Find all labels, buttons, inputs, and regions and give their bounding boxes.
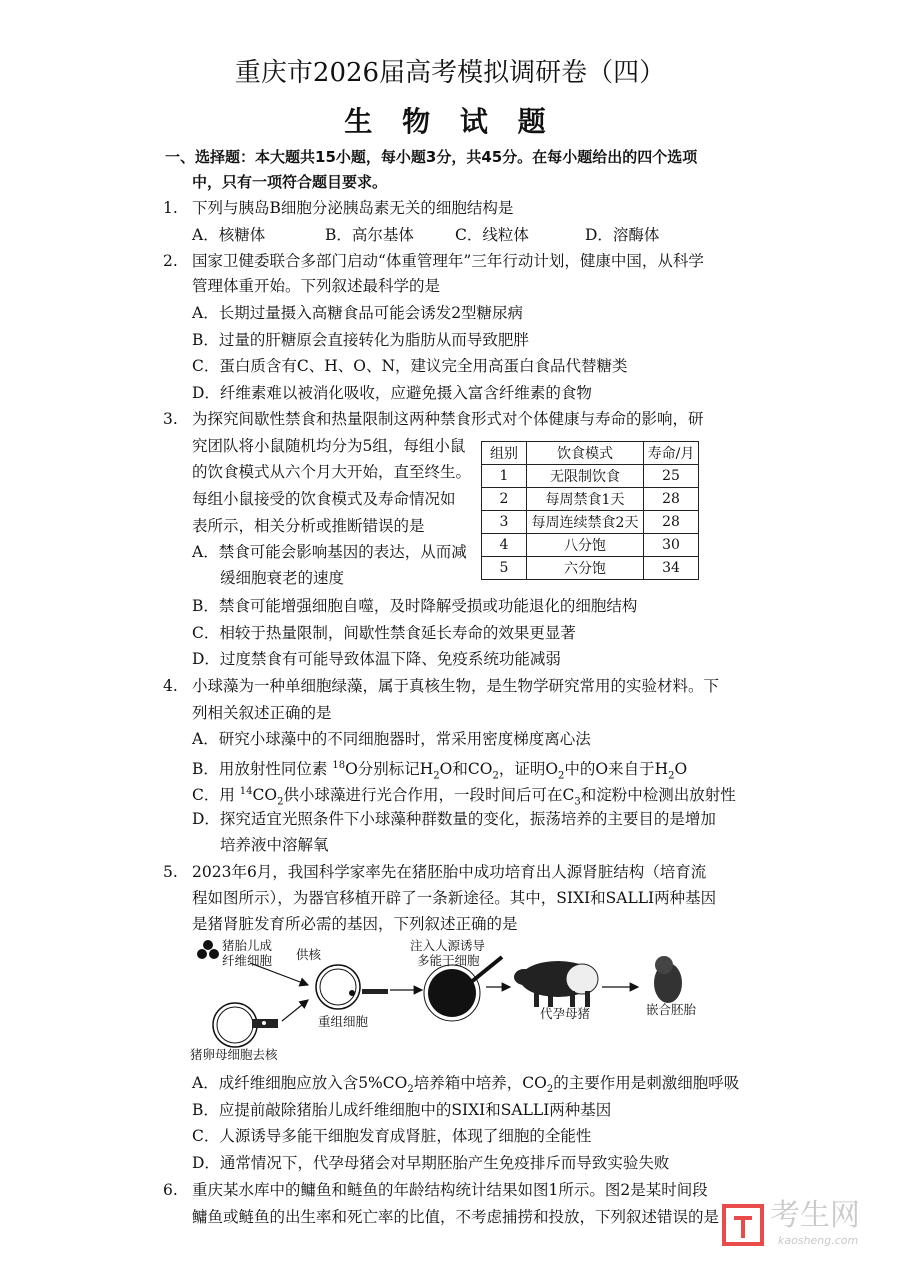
q1-number: 1. bbox=[163, 199, 178, 217]
table-cell: 1 bbox=[482, 465, 527, 488]
q4-stem-line1: 小球藻为一种单细胞绿藻，属于真核生物，是生物学研究常用的实验材料。下 bbox=[192, 677, 720, 695]
q4-option-b: B．用放射性同位素 $^{18}$O分别标记$H_2O$和$CO_2$，证明$O_2$中的O来自于$H_2O$ bbox=[192, 760, 688, 782]
diet-lifespan-table bbox=[481, 441, 699, 580]
q4-stem-line2: 列相关叙述正确的是 bbox=[192, 704, 332, 722]
section-header-line2: 中，只有一项符合题目要求。 bbox=[192, 173, 388, 191]
table-cell: 28 bbox=[644, 511, 699, 534]
q1-option-d: D．溶酶体 bbox=[585, 226, 660, 244]
label-surrogate-pig: 代孕母猪 bbox=[540, 1006, 591, 1021]
q3-option-b: B．禁食可能增强细胞自噬，及时降解受损或功能退化的细胞结构 bbox=[192, 597, 638, 615]
table-cell: 六分饱 bbox=[527, 557, 644, 580]
chimeric-embryo-icon bbox=[654, 956, 682, 1003]
q6-stem-line1: 重庆某水库中的鳙鱼和鲢鱼的年龄结构统计结果如图1所示。图2是某时间段 bbox=[192, 1181, 708, 1199]
table-cell: 每周连续禁食2天 bbox=[527, 511, 644, 534]
q3-stem-line5: 表所示，相关分析或推断错误的是 bbox=[192, 517, 425, 535]
q2-stem-line1: 国家卫健委联合多部门启动“体重管理年”三年行动计划，健康中国，从科学 bbox=[192, 252, 704, 270]
watermark-site: kaosheng.com bbox=[778, 1234, 859, 1247]
q5-option-c: C．人源诱导多能干细胞发育成肾脏，体现了细胞的全能性 bbox=[192, 1127, 592, 1145]
q6-number: 6. bbox=[163, 1181, 178, 1199]
watermark bbox=[720, 1196, 890, 1256]
table-cell: 2 bbox=[482, 488, 527, 511]
table-cell: 34 bbox=[644, 557, 699, 580]
label-chimeric-embryo: 嵌合胚胎 bbox=[646, 1002, 697, 1017]
table-row bbox=[482, 557, 699, 580]
label-recombined-cell: 重组细胞 bbox=[318, 1014, 369, 1029]
q3-option-d: D．过度禁食有可能导致体温下降、免疫系统功能减弱 bbox=[192, 650, 561, 668]
q4-option-c: C．用 $^{14}CO_2$供小球藻进行光合作用，一段时间后可在$C_3$和淀粉中检测出放射性 bbox=[192, 786, 736, 808]
q5-number: 5. bbox=[163, 863, 178, 881]
q1-stem: 下列与胰岛B细胞分泌胰岛素无关的细胞结构是 bbox=[192, 199, 514, 217]
table-header-cell: 饮食模式 bbox=[527, 442, 644, 465]
fibroblast-cells-icon bbox=[197, 940, 219, 959]
table-row bbox=[482, 488, 699, 511]
q4-option-d-line2: 培养液中溶解氧 bbox=[220, 836, 329, 854]
table-cell: 4 bbox=[482, 534, 527, 557]
label-inject-line2: 多能干细胞 bbox=[417, 953, 480, 968]
q1-option-c: C．线粒体 bbox=[455, 226, 529, 244]
q4-option-d-line1: D．探究适宜光照条件下小球藻种群数量的变化，振荡培养的主要目的是增加 bbox=[192, 810, 716, 828]
q5-stem-line3: 是猪肾脏发育所必需的基因，下列叙述正确的是 bbox=[192, 915, 518, 933]
q3-option-a-line2: 缓细胞衰老的速度 bbox=[220, 569, 345, 587]
label-fibroblast-line2: 纤维细胞 bbox=[222, 953, 273, 968]
table-cell: 无限制饮食 bbox=[527, 465, 644, 488]
q3-number: 3. bbox=[163, 410, 178, 428]
watermark-brand: 考生网 bbox=[770, 1198, 860, 1233]
label-fibroblast-line1: 猪胎儿成 bbox=[222, 938, 273, 953]
q2-option-b: B．过量的肝糖原会直接转化为脂肪从而导致肥胖 bbox=[192, 331, 529, 349]
surrogate-pig-icon bbox=[514, 961, 598, 1007]
exam-title: 重庆市2026届高考模拟调研卷（四） bbox=[234, 58, 666, 88]
q1-option-b: B．高尔基体 bbox=[325, 226, 414, 244]
table-header-row bbox=[482, 442, 699, 465]
q2-number: 2. bbox=[163, 252, 178, 270]
table-cell: 八分饱 bbox=[527, 534, 644, 557]
label-oocyte: 猪卵母细胞去核 bbox=[190, 1047, 278, 1062]
q1-option-a: A．核糖体 bbox=[192, 226, 266, 244]
table-row bbox=[482, 465, 699, 488]
enucleated-oocyte-icon bbox=[213, 1003, 278, 1047]
table-cell: 每周禁食1天 bbox=[527, 488, 644, 511]
q4-number: 4. bbox=[163, 677, 178, 695]
section-header-line1: 一、选择题：本大题共15小题，每小题3分，共45分。在每小题给出的四个选项 bbox=[165, 148, 698, 166]
q2-option-c: C．蛋白质含有C、H、O、N，建议完全用高蛋白食品代替糖类 bbox=[192, 357, 628, 375]
table-header-cell: 寿命/月 bbox=[644, 442, 699, 465]
table-cell: 28 bbox=[644, 488, 699, 511]
q5-option-b: B．应提前敲除猪胎儿成纤维细胞中的SIXI和SALLI两种基因 bbox=[192, 1101, 612, 1119]
q3-stem-line2: 究团队将小鼠随机均分为5组，每组小鼠 bbox=[192, 437, 466, 455]
label-inject-line1: 注入人源诱导 bbox=[410, 938, 486, 953]
q2-option-a: A．长期过量摄入高糖食品可能会诱发2型糖尿病 bbox=[192, 304, 524, 322]
q3-option-a-line1: A．禁食可能会影响基因的表达，从而减 bbox=[192, 543, 467, 561]
table-row bbox=[482, 534, 699, 557]
q3-stem-line1: 为探究间歇性禁食和热量限制这两种禁食形式对个体健康与寿命的影响，研 bbox=[192, 410, 704, 428]
q5-option-d: D．通常情况下，代孕母猪会对早期胚胎产生免疫排斥而导致实验失败 bbox=[192, 1154, 670, 1172]
q3-stem-line3: 的饮食模式从六个月大开始，直至终生。 bbox=[192, 463, 472, 481]
q3-stem-line4: 每组小鼠接受的饮食模式及寿命情况如 bbox=[192, 490, 456, 508]
table-cell: 3 bbox=[482, 511, 527, 534]
q2-option-d: D．纤维素难以被消化吸收，应避免摄入富含纤维素的食物 bbox=[192, 384, 592, 402]
label-donor-nucleus: 供核 bbox=[296, 947, 322, 962]
q6-stem-line2: 鳙鱼或鲢鱼的出生率和死亡率的比值，不考虑捕捞和投放，下列叙述错误的是 bbox=[192, 1208, 720, 1226]
q5-stem-line2: 程如图所示），为器官移植开辟了一条新途径。其中，SIXI和SALLI两种基因 bbox=[192, 889, 717, 907]
watermark-logo-icon bbox=[720, 1202, 766, 1248]
recombined-cell-icon bbox=[316, 965, 388, 1009]
table-row bbox=[482, 511, 699, 534]
table-cell: 30 bbox=[644, 534, 699, 557]
q3-option-c: C．相较于热量限制，间歇性禁食延长寿命的效果更显著 bbox=[192, 624, 576, 642]
q4-option-a: A．研究小球藻中的不同细胞器时，常采用密度梯度离心法 bbox=[192, 730, 591, 748]
q5-stem-line1: 2023年6月，我国科学家率先在猪胚胎中成功培育出人源肾脏结构（培育流 bbox=[192, 863, 707, 881]
q2-stem-line2: 管理体重开始。下列叙述最科学的是 bbox=[192, 277, 441, 295]
table-cell: 25 bbox=[644, 465, 699, 488]
q5-option-a: A．成纤维细胞应放入含$5\%CO_2$培养箱中培养，$CO_2$的主要作用是刺激细胞呼吸 bbox=[192, 1074, 740, 1096]
subject-title: 生 物 试 题 bbox=[344, 105, 556, 138]
table-header-cell: 组别 bbox=[482, 442, 527, 465]
table-cell: 5 bbox=[482, 557, 527, 580]
